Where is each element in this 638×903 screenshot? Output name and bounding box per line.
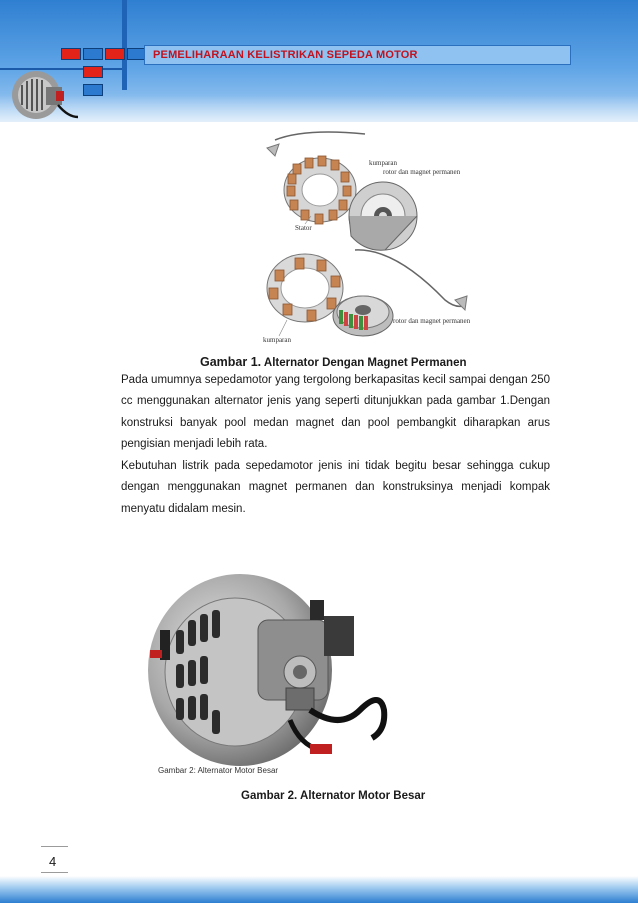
figure-2-alternator-photo bbox=[140, 560, 390, 785]
paragraph-2: Kebutuhan listrik pada sepedamotor jenis ini tidak begitu besar sehingga cukup dengan menggunakan magnet permanen dan konstruksinya menjadi kompak menyatu didalam mesin. bbox=[121, 460, 550, 515]
page-number: 4 bbox=[49, 854, 57, 869]
rotor-bottom bbox=[333, 296, 393, 336]
decor-square-red bbox=[83, 66, 103, 78]
figure-1-caption-lead: Gambar 1. bbox=[200, 355, 262, 369]
header-title-box bbox=[144, 45, 571, 65]
rotor-top bbox=[349, 182, 417, 250]
label-rotor-top: rotor dan magnet permanen bbox=[383, 168, 461, 176]
label-kumparan-top: kumparan bbox=[369, 159, 397, 167]
stator-top bbox=[284, 156, 356, 224]
page-number-rule-bottom bbox=[41, 872, 68, 873]
figure-1-alternator-diagram bbox=[245, 120, 485, 348]
label-rotor-bottom: rotor dan magnet permanen bbox=[393, 317, 471, 325]
decor-square-red bbox=[105, 48, 125, 60]
header-title: PEMELIHARAAN KELISTRIKAN SEPEDA MOTOR bbox=[153, 49, 418, 61]
figure-2-inner-caption: Gambar 2: Alternator Motor Besar bbox=[158, 766, 279, 775]
label-kumparan-bottom: kumparan bbox=[263, 336, 291, 344]
stator-bottom bbox=[267, 254, 343, 322]
alternator-thumbnail-image bbox=[6, 65, 80, 127]
decor-square-blue bbox=[83, 48, 103, 60]
decor-square-blue bbox=[83, 84, 103, 96]
decor-square-red bbox=[61, 48, 81, 60]
header-vertical-strip bbox=[122, 0, 127, 90]
figure-2-caption: Gambar 2. Alternator Motor Besar bbox=[241, 790, 426, 802]
label-stator: Stator bbox=[295, 224, 312, 232]
page-number-rule-top bbox=[41, 846, 68, 847]
figure-1-caption-text: Alternator Dengan Magnet Permanen bbox=[263, 357, 467, 369]
figure-1-caption bbox=[200, 355, 467, 369]
paragraph-1: Pada umumnya sepedamotor yang tergolong berkapasitas kecil sampai dengan 250 cc menggunakan alternator jenis yang seperti ditunjukkan pada gambar 1.Dengan konstruksi banyak pool medan magnet dan pool pembangkit diharapkan arus pengisian menjadi lebih rata. bbox=[121, 374, 550, 450]
footer-band bbox=[0, 876, 638, 903]
